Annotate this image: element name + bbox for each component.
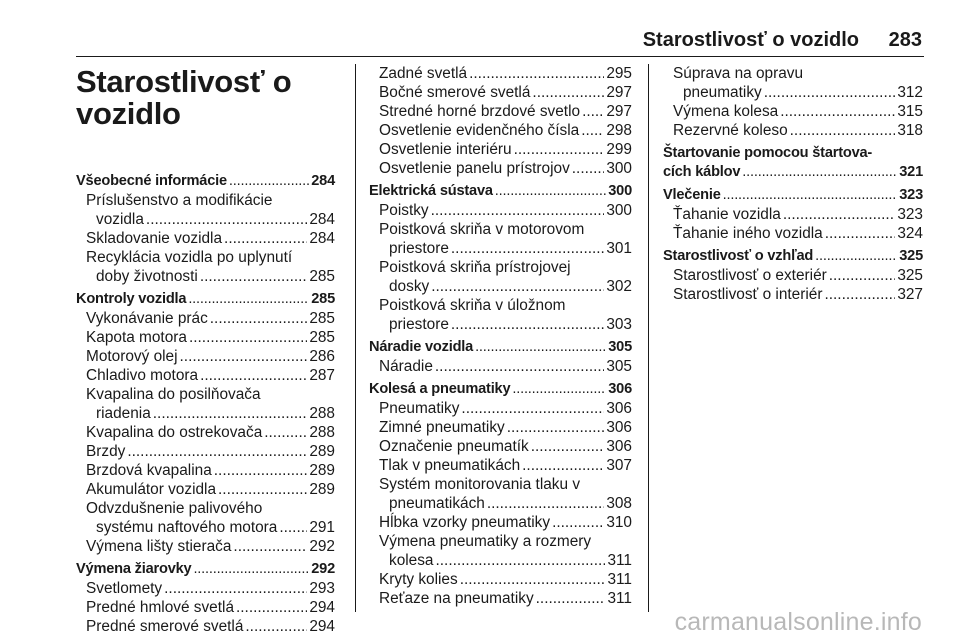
toc-entry[interactable]	[369, 277, 632, 296]
toc-entry-title: Označenie pneumatík	[379, 438, 529, 455]
toc-page-number: 292	[309, 538, 335, 555]
dot-leader	[200, 267, 308, 286]
toc-section[interactable]	[76, 172, 335, 191]
toc-page-number: 312	[897, 84, 923, 101]
toc-entry[interactable]	[369, 570, 632, 589]
toc-page-number: 311	[607, 590, 632, 607]
toc-entry[interactable]	[76, 442, 335, 461]
dot-leader	[572, 159, 605, 178]
toc-entry-line: Výmena pneumatiky a rozmery	[379, 533, 592, 550]
toc-entry[interactable]	[76, 423, 335, 442]
toc-entry[interactable]	[369, 494, 632, 513]
dot-leader	[193, 560, 309, 579]
toc-entry[interactable]	[369, 121, 632, 140]
dot-leader	[229, 172, 309, 191]
toc-entry-title: Ťahanie iného vozidla	[673, 225, 823, 242]
toc-entry[interactable]	[663, 285, 923, 304]
toc-entry-title: Predné smerové svetlá	[86, 618, 244, 635]
toc-entry-title: Starostlivosť o exteriér	[673, 267, 827, 284]
toc-entry-title: Stredné horné brzdové svetlo	[379, 103, 581, 120]
toc-page-number: 292	[311, 561, 335, 577]
toc-page-number: 306	[606, 400, 632, 417]
toc-entry-title: riadenia	[96, 405, 151, 422]
toc-entry-title: Osvetlenie evidenčného čísla	[379, 122, 580, 139]
toc-entry-title: Všeobecné informácie	[76, 173, 227, 189]
dot-leader	[264, 423, 307, 442]
toc-entry-title: Skladovanie vozidla	[86, 230, 223, 247]
toc-entry-title: dosky	[389, 278, 430, 295]
toc-entry[interactable]	[369, 399, 632, 418]
toc-page-number: 284	[309, 230, 335, 247]
toc-entry-title: Pneumatiky	[379, 400, 460, 417]
toc-entry-title: Kapota motora	[86, 329, 187, 346]
toc-entry[interactable]	[369, 201, 632, 220]
dot-leader	[582, 102, 604, 121]
toc-entry[interactable]	[76, 518, 335, 537]
dot-leader	[279, 518, 307, 537]
dot-leader	[180, 347, 308, 366]
toc-entry[interactable]	[76, 480, 335, 499]
toc-entry[interactable]	[369, 64, 632, 83]
toc-entry[interactable]	[369, 102, 632, 121]
toc-page-number: 293	[309, 580, 335, 597]
toc-entry[interactable]	[76, 267, 335, 286]
toc-entry-title: Výmena kolesa	[673, 103, 779, 120]
dot-leader	[512, 380, 606, 399]
page-number: 283	[888, 29, 922, 51]
toc-page-number: 287	[309, 367, 335, 384]
dot-leader	[233, 537, 307, 556]
toc-section[interactable]	[76, 560, 335, 579]
toc-page-number: 325	[897, 267, 923, 284]
toc-entry-title: doby životnosti	[96, 268, 198, 285]
toc-entry-line: Systém monitorovania tlaku v	[379, 476, 581, 493]
toc-entry[interactable]	[76, 537, 335, 556]
toc-page-number: 297	[606, 103, 632, 120]
toc-page-number: 284	[311, 173, 335, 189]
toc-page-number: 289	[309, 443, 335, 460]
toc-entry-line: Recyklácia vozidla po uplynutí	[86, 249, 293, 266]
toc-entry[interactable]	[369, 357, 632, 376]
toc-entry-line: Príslušenstvo a modifikácie	[86, 192, 273, 209]
toc-entry-title: cích káblov	[663, 164, 741, 180]
toc-page-number: 301	[606, 240, 632, 257]
toc-page-number: 294	[309, 618, 335, 635]
toc-entry-title: Starostlivosť o vzhľad	[663, 248, 814, 264]
toc-section[interactable]	[369, 182, 632, 201]
toc-entry-title: Kvapalina do ostrekovača	[86, 424, 263, 441]
toc-entry[interactable]	[369, 418, 632, 437]
dot-leader	[742, 163, 897, 182]
toc-page-number: 324	[897, 225, 923, 242]
toc-entry[interactable]	[76, 366, 335, 385]
toc-page-number: 285	[309, 268, 335, 285]
toc-section[interactable]	[663, 163, 923, 182]
dot-leader	[460, 570, 606, 589]
dot-leader	[436, 551, 606, 570]
toc-page-number: 288	[309, 405, 335, 422]
toc-entry[interactable]	[76, 404, 335, 423]
toc-section[interactable]	[663, 186, 923, 205]
toc-entry[interactable]	[369, 513, 632, 532]
toc-page-number: 286	[309, 348, 335, 365]
toc-entry[interactable]	[369, 83, 632, 102]
toc-page-number: 318	[897, 122, 923, 139]
dot-leader	[825, 224, 896, 243]
toc-page-number: 289	[309, 481, 335, 498]
toc-page-number: 300	[606, 202, 632, 219]
dot-leader	[200, 366, 307, 385]
toc-page-number: 285	[311, 291, 335, 307]
dot-leader	[829, 266, 896, 285]
toc-page-number: 305	[606, 358, 632, 375]
dot-leader	[153, 404, 308, 423]
toc-entry[interactable]	[369, 239, 632, 258]
dot-leader	[469, 64, 604, 83]
dot-leader	[461, 399, 604, 418]
toc-page-number: 323	[897, 206, 923, 223]
toc-entry-title: Osvetlenie interiéru	[379, 141, 512, 158]
dot-leader	[146, 210, 307, 229]
toc-entry-title: Zimné pneumatiky	[379, 419, 505, 436]
toc-entry[interactable]	[369, 159, 632, 178]
dot-leader	[214, 461, 308, 480]
toc-page-number: 311	[607, 571, 632, 588]
toc-page-number: 321	[899, 164, 923, 180]
watermark: carmanualsonline.info	[674, 608, 922, 636]
page-header	[76, 28, 924, 57]
toc-entry-title: Poistky	[379, 202, 429, 219]
toc-entry-title: pneumatiky	[683, 84, 762, 101]
toc-entry-title: Hĺbka vzorky pneumatiky	[379, 514, 551, 531]
toc-entry[interactable]	[369, 456, 632, 475]
toc-entry-line: Súprava na opravu	[673, 65, 804, 82]
dot-leader	[451, 239, 604, 258]
dot-leader	[475, 338, 606, 357]
toc-column-3	[663, 64, 923, 304]
toc-entry[interactable]	[663, 121, 923, 140]
dot-leader	[164, 579, 307, 598]
dot-leader	[487, 494, 604, 513]
toc-entry-title: Výmena žiarovky	[76, 561, 192, 577]
toc-page-number: 303	[606, 316, 632, 333]
toc-entry[interactable]	[663, 224, 923, 243]
toc-entry-line: Poistková skriňa v motorovom	[379, 221, 585, 238]
dot-leader	[790, 121, 896, 140]
toc-entry-title: Akumulátor vozidla	[86, 481, 217, 498]
toc-section[interactable]	[369, 338, 632, 357]
toc-entry[interactable]	[663, 102, 923, 121]
toc-entry-title: Brzdová kvapalina	[86, 462, 212, 479]
toc-entry-title: Náradie vozidla	[369, 339, 474, 355]
dot-leader	[815, 247, 897, 266]
toc-entry-line: Odvzdušnenie palivového	[86, 500, 263, 517]
toc-entry-title: Rezervné koleso	[673, 122, 788, 139]
toc-section[interactable]	[663, 247, 923, 266]
dot-leader	[188, 290, 309, 309]
dot-leader	[431, 277, 604, 296]
toc-entry-title: systému naftového motora	[96, 519, 278, 536]
dot-leader	[536, 589, 606, 608]
toc-page-number: 308	[606, 495, 632, 512]
toc-entry-line: Poistková skriňa v úložnom	[379, 297, 566, 314]
toc-page-number: 306	[606, 438, 632, 455]
dot-leader	[514, 140, 605, 159]
toc-page-number: 327	[897, 286, 923, 303]
toc-entry-title: kolesa	[389, 552, 434, 569]
toc-entry-line: Kvapalina do posilňovača	[86, 386, 261, 403]
toc-page-number: 302	[606, 278, 632, 295]
toc-entry[interactable]	[369, 437, 632, 456]
toc-entry-title: priestore	[389, 316, 449, 333]
toc-section[interactable]	[76, 290, 335, 309]
toc-page-number: 291	[309, 519, 335, 536]
toc-section-line: Štartovanie pomocou štartova-	[663, 145, 873, 161]
toc-column-2	[369, 64, 632, 608]
dot-leader	[435, 357, 604, 376]
dot-leader	[218, 480, 307, 499]
toc-entry[interactable]	[369, 551, 632, 570]
dot-leader	[552, 513, 604, 532]
toc-page-number: 295	[606, 65, 632, 82]
toc-page-number: 285	[309, 310, 335, 327]
toc-entry-title: vozidla	[96, 211, 144, 228]
toc-entry-title: Náradie	[379, 358, 433, 375]
dot-leader	[431, 201, 605, 220]
toc-entry[interactable]	[369, 140, 632, 159]
toc-entry-title: Kolesá a pneumatiky	[369, 381, 511, 397]
toc-entry[interactable]	[663, 83, 923, 102]
toc-entry[interactable]	[369, 315, 632, 334]
toc-page-number: 299	[606, 141, 632, 158]
toc-page-number: 315	[897, 103, 923, 120]
toc-entry[interactable]	[369, 589, 632, 608]
toc-page-number: 289	[309, 462, 335, 479]
toc-page-number: 300	[608, 183, 632, 199]
dot-leader	[824, 285, 895, 304]
dot-leader	[783, 205, 896, 224]
toc-page-number: 288	[309, 424, 335, 441]
toc-entry[interactable]	[76, 328, 335, 347]
toc-page-number: 294	[309, 599, 335, 616]
dot-leader	[522, 456, 604, 475]
dot-leader	[764, 83, 896, 102]
toc-entry-title: Ťahanie vozidla	[673, 206, 781, 223]
toc-entry-title: pneumatikách	[389, 495, 485, 512]
toc-entry[interactable]	[663, 205, 923, 224]
dot-leader	[495, 182, 606, 201]
toc-entry-title: Kryty kolies	[379, 571, 458, 588]
toc-page-number: 298	[606, 122, 632, 139]
toc-entry[interactable]	[76, 579, 335, 598]
toc-page-number: 325	[899, 248, 923, 264]
toc-entry[interactable]	[76, 210, 335, 229]
toc-entry-title: Výmena lišty stierača	[86, 538, 232, 555]
toc-entry-title: Chladivo motora	[86, 367, 199, 384]
toc-page-number: 323	[899, 187, 923, 203]
toc-page-number: 311	[607, 552, 632, 569]
toc-page-number: 305	[608, 339, 632, 355]
toc-page-number: 300	[606, 160, 632, 177]
toc-page-number: 306	[606, 419, 632, 436]
dot-leader	[581, 121, 604, 140]
dot-leader	[451, 315, 604, 334]
toc-entry-title: Tlak v pneumatikách	[379, 457, 521, 474]
toc-entry-title: Bočné smerové svetlá	[379, 84, 531, 101]
column-divider	[648, 64, 649, 612]
toc-section[interactable]	[369, 380, 632, 399]
toc-entry-title: Starostlivosť o interiér	[673, 286, 823, 303]
toc-entry-title: Motorový olej	[86, 348, 178, 365]
toc-page-number: 306	[608, 381, 632, 397]
toc-entry-title: Brzdy	[86, 443, 126, 460]
toc-entry-line: Poistková skriňa prístrojovej	[379, 259, 571, 276]
dot-leader	[723, 186, 898, 205]
toc-entry[interactable]	[76, 309, 335, 328]
toc-entry-title: Osvetlenie panelu prístrojov	[379, 160, 570, 177]
toc-entry[interactable]	[76, 347, 335, 366]
dot-leader	[532, 83, 604, 102]
dot-leader	[224, 229, 307, 248]
column-divider	[355, 64, 356, 612]
toc-entry-title: priestore	[389, 240, 449, 257]
dot-leader	[531, 437, 605, 456]
dot-leader	[210, 309, 308, 328]
toc-entry[interactable]	[76, 461, 335, 480]
dot-leader	[507, 418, 605, 437]
toc-column-1	[76, 172, 335, 636]
toc-entry-title: Elektrická sústava	[369, 183, 493, 199]
toc-entry-title: Vykonávanie prác	[86, 310, 208, 327]
chapter-title: Starostlivosť o vozidlo	[76, 64, 292, 131]
toc-entry[interactable]	[663, 266, 923, 285]
toc-entry-title: Predné hmlové svetlá	[86, 599, 234, 616]
dot-leader	[780, 102, 895, 121]
toc-entry[interactable]	[76, 229, 335, 248]
toc-entry-title: Vlečenie	[663, 187, 721, 203]
toc-page-number: 307	[606, 457, 632, 474]
toc-page-number: 284	[309, 211, 335, 228]
dot-leader	[189, 328, 307, 347]
dot-leader	[127, 442, 307, 461]
running-title: Starostlivosť o vozidlo	[642, 29, 859, 51]
toc-page-number: 285	[309, 329, 335, 346]
toc-entry-title: Kontroly vozidla	[76, 291, 187, 307]
toc-entry-title: Zadné svetlá	[379, 65, 468, 82]
toc-page-number: 297	[606, 84, 632, 101]
toc-page-number: 310	[606, 514, 632, 531]
toc-entry-title: Svetlomety	[86, 580, 163, 597]
toc-entry-title: Reťaze na pneumatiky	[379, 590, 534, 607]
